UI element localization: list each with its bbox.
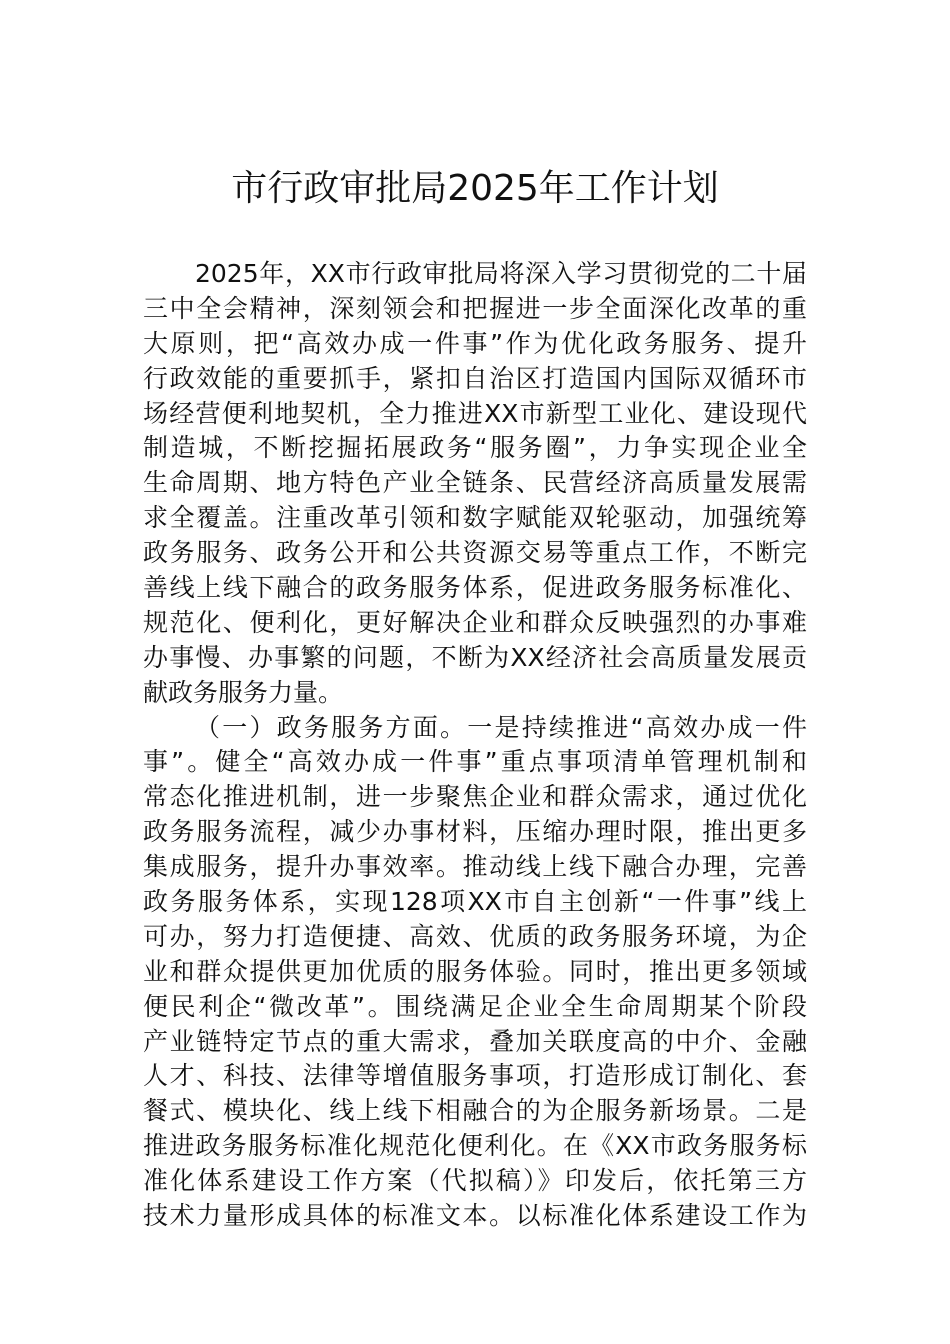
text-line: 推进政务服务标准化规范化便利化。在《XX市政务服务标 <box>143 1131 807 1161</box>
text-line: 求全覆盖。注重改革引领和数字赋能双轮驱动，加强统筹 <box>143 503 807 533</box>
text-line: 技术力量形成具体的标准文本。以标准化体系建设工作为 <box>143 1201 807 1231</box>
document-title: 市行政审批局2025年工作计划 <box>231 168 719 209</box>
text-line: 大原则，把“高效办成一件事”作为优化政务服务、提升 <box>143 328 807 358</box>
text-line: 献政务服务力量。 <box>143 677 344 707</box>
text-line: （一）政务服务方面。一是持续推进“高效办成一件 <box>195 712 807 742</box>
text-line: 办事慢、办事繁的问题，不断为XX经济社会高质量发展贡 <box>143 642 807 672</box>
document-body <box>143 257 807 1234</box>
text-line: 人才、科技、法律等增值服务事项，打造形成订制化、套 <box>143 1061 807 1091</box>
text-line: 餐式、模块化、线上线下相融合的为企服务新场景。二是 <box>143 1096 807 1126</box>
text-line: 场经营便利地契机，全力推进XX市新型工业化、建设现代 <box>143 398 807 428</box>
text-line: 常态化推进机制，进一步聚焦企业和群众需求，通过优化 <box>143 782 807 812</box>
text-line: 政务服务、政务公开和公共资源交易等重点工作，不断完 <box>143 538 807 568</box>
text-line: 集成服务，提升办事效率。推动线上线下融合办理，完善 <box>143 852 807 882</box>
text-line: 2025年，XX市行政审批局将深入学习贯彻党的二十届 <box>195 259 807 288</box>
text-line: 善线上线下融合的政务服务体系，促进政务服务标准化、 <box>143 573 807 603</box>
text-line: 政务服务流程，减少办事材料，压缩办理时限，推出更多 <box>143 817 807 847</box>
text-line: 三中全会精神，深刻领会和把握进一步全面深化改革的重 <box>143 293 807 323</box>
text-line: 可办，努力打造便捷、高效、优质的政务服务环境，为企 <box>143 921 807 951</box>
text-line: 政务服务体系，实现128项XX市自主创新“一件事”线上 <box>143 887 807 917</box>
text-line: 行政效能的重要抓手，紧扣自治区打造国内国际双循环市 <box>143 363 807 393</box>
text-line: 便民利企“微改革”。围绕满足企业全生命周期某个阶段 <box>143 991 807 1021</box>
text-line: 产业链特定节点的重大需求，叠加关联度高的中介、金融 <box>143 1026 807 1056</box>
text-line: 规范化、便利化，更好解决企业和群众反映强烈的办事难 <box>143 607 807 637</box>
text-line: 准化体系建设工作方案（代拟稿）》印发后，依托第三方 <box>143 1166 807 1196</box>
text-line: 制造城，不断挖掘拓展政务“服务圈”，力争实现企业全 <box>143 433 807 463</box>
text-line: 生命周期、地方特色产业全链条、民营经济高质量发展需 <box>143 468 807 498</box>
text-line: 事”。健全“高效办成一件事”重点事项清单管理机制和 <box>143 747 807 777</box>
text-line: 业和群众提供更加优质的服务体验。同时，推出更多领域 <box>143 956 807 986</box>
